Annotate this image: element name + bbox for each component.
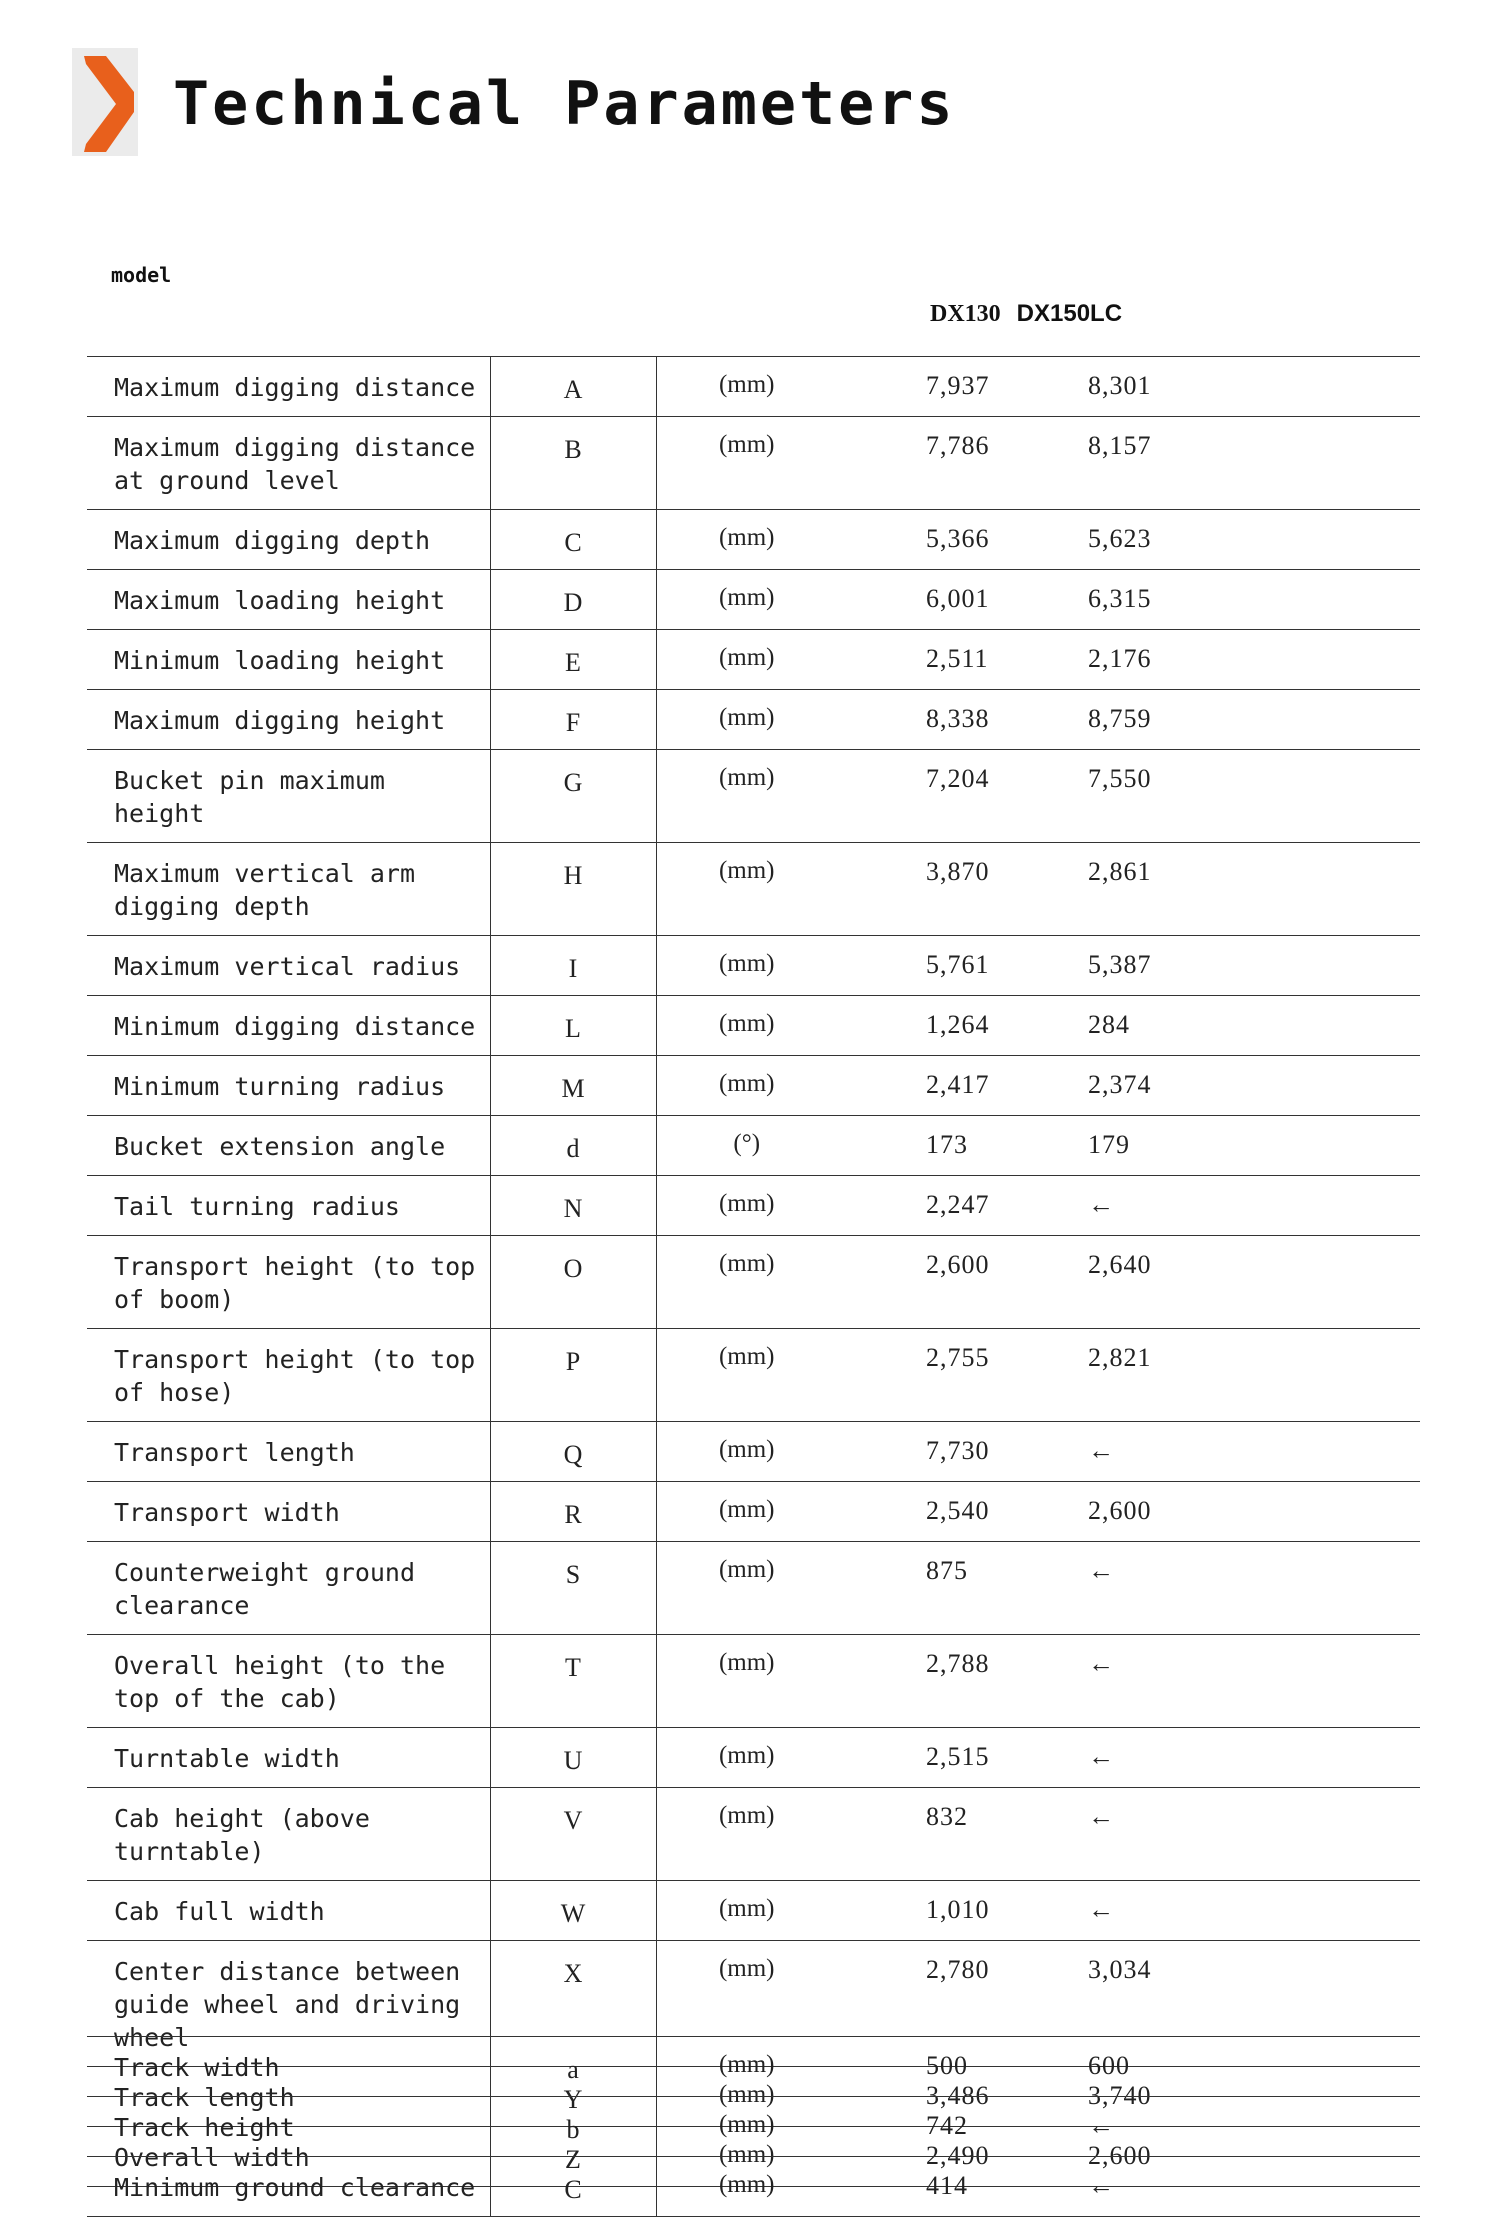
param-code: U xyxy=(490,1728,656,1788)
param-name: Track length xyxy=(87,2067,490,2127)
table-row xyxy=(87,996,1420,1056)
track-parameters-table xyxy=(87,2036,1420,2217)
value-dx130: 2,788 xyxy=(837,1635,1088,1728)
value-dx150lc: 7,550 xyxy=(1088,750,1420,843)
param-name: Track height xyxy=(87,2097,490,2157)
value-dx130: 414 xyxy=(837,2157,1088,2217)
table-row xyxy=(87,1116,1420,1176)
model-label: model xyxy=(111,263,172,287)
value-dx150lc: ← xyxy=(1088,2157,1420,2217)
value-dx150lc: 5,387 xyxy=(1088,936,1420,996)
param-code: S xyxy=(490,1542,656,1635)
param-name: Center distance between guide wheel and driving wheel xyxy=(87,1941,490,2067)
value-dx150lc: ← xyxy=(1088,1635,1420,1728)
value-dx150lc: ← xyxy=(1088,2097,1420,2157)
param-name: Maximum vertical radius xyxy=(87,936,490,996)
value-dx150lc: 2,374 xyxy=(1088,1056,1420,1116)
table-row xyxy=(87,1482,1420,1542)
value-dx130: 2,511 xyxy=(837,630,1088,690)
value-dx130: 742 xyxy=(837,2097,1088,2157)
param-unit: (mm) xyxy=(656,417,837,510)
table-row xyxy=(87,570,1420,630)
param-unit: (mm) xyxy=(656,1941,837,2067)
param-code: Z xyxy=(490,2127,656,2187)
param-name: Cab height (above turntable) xyxy=(87,1788,490,1881)
value-dx150lc: ← xyxy=(1088,1542,1420,1635)
value-dx130: 2,247 xyxy=(837,1176,1088,1236)
parameters-table xyxy=(87,356,1420,2187)
param-code: F xyxy=(490,690,656,750)
param-unit: (mm) xyxy=(656,2037,837,2097)
param-code: C xyxy=(490,2157,656,2217)
table-row xyxy=(87,936,1420,996)
value-dx150lc: ← xyxy=(1088,1422,1420,1482)
value-dx130: 7,730 xyxy=(837,1422,1088,1482)
value-dx150lc: 179 xyxy=(1088,1116,1420,1176)
value-dx130: 2,515 xyxy=(837,1728,1088,1788)
value-dx130: 7,786 xyxy=(837,417,1088,510)
param-name: Maximum vertical arm digging depth xyxy=(87,843,490,936)
value-dx130: 2,490 xyxy=(837,2127,1088,2187)
table-row xyxy=(87,1788,1420,1881)
model-name-2: DX150LC xyxy=(1016,300,1123,327)
param-unit: (mm) xyxy=(656,357,837,417)
value-dx130: 3,486 xyxy=(837,2067,1088,2127)
value-dx150lc: 2,821 xyxy=(1088,1329,1420,1422)
param-name: Transport width xyxy=(87,1482,490,1542)
param-code: E xyxy=(490,630,656,690)
param-unit: (mm) xyxy=(656,1635,837,1728)
value-dx130: 2,540 xyxy=(837,1482,1088,1542)
value-dx130: 2,755 xyxy=(837,1329,1088,1422)
table-row xyxy=(87,357,1420,417)
param-unit: (mm) xyxy=(656,1728,837,1788)
param-name: Counterweight ground clearance xyxy=(87,1542,490,1635)
value-dx150lc: ← xyxy=(1088,1176,1420,1236)
param-code: X xyxy=(490,1941,656,2067)
param-unit: (mm) xyxy=(656,996,837,1056)
value-dx130: 3,870 xyxy=(837,843,1088,936)
value-dx150lc: 8,759 xyxy=(1088,690,1420,750)
value-dx150lc: 3,034 xyxy=(1088,1941,1420,2067)
table-row xyxy=(87,843,1420,936)
param-name: Minimum ground clearance xyxy=(87,2157,490,2217)
value-dx130: 7,937 xyxy=(837,357,1088,417)
param-code: R xyxy=(490,1482,656,1542)
param-name: Turntable width xyxy=(87,1728,490,1788)
param-name: Minimum digging distance xyxy=(87,996,490,1056)
param-code: A xyxy=(490,357,656,417)
param-code: N xyxy=(490,1176,656,1236)
param-name: Overall height (to the top of the cab) xyxy=(87,1635,490,1728)
value-dx150lc: 8,301 xyxy=(1088,357,1420,417)
table-row xyxy=(87,510,1420,570)
param-name: Maximum loading height xyxy=(87,570,490,630)
value-dx130: 2,780 xyxy=(837,1941,1088,2067)
table-row xyxy=(87,750,1420,843)
param-code: H xyxy=(490,843,656,936)
value-dx130: 6,001 xyxy=(837,570,1088,630)
model-names xyxy=(930,300,1122,328)
brand-logo xyxy=(72,48,138,156)
param-code: Y xyxy=(490,2067,656,2127)
param-name: Minimum loading height xyxy=(87,630,490,690)
param-code: G xyxy=(490,750,656,843)
param-code: a xyxy=(490,2037,656,2097)
table-row xyxy=(87,1728,1420,1788)
param-name: Maximum digging height xyxy=(87,690,490,750)
param-code: d xyxy=(490,1116,656,1176)
value-dx130: 500 xyxy=(837,2037,1088,2097)
value-dx130: 5,366 xyxy=(837,510,1088,570)
value-dx130: 8,338 xyxy=(837,690,1088,750)
param-name: Bucket extension angle xyxy=(87,1116,490,1176)
param-code: I xyxy=(490,936,656,996)
param-name: Maximum digging distance xyxy=(87,357,490,417)
value-dx130: 173 xyxy=(837,1116,1088,1176)
param-unit: (mm) xyxy=(656,1542,837,1635)
param-name: Maximum digging distance at ground level xyxy=(87,417,490,510)
param-code: D xyxy=(490,570,656,630)
value-dx150lc: 600 xyxy=(1088,2037,1420,2097)
page-title: Technical Parameters xyxy=(173,69,956,139)
param-code: V xyxy=(490,1788,656,1881)
value-dx150lc: 2,640 xyxy=(1088,1236,1420,1329)
value-dx150lc: 284 xyxy=(1088,996,1420,1056)
value-dx150lc: 6,315 xyxy=(1088,570,1420,630)
value-dx150lc: 5,623 xyxy=(1088,510,1420,570)
table-row xyxy=(87,1422,1420,1482)
param-name: Minimum turning radius xyxy=(87,1056,490,1116)
param-name: Transport height (to top of boom) xyxy=(87,1236,490,1329)
param-name: Transport length xyxy=(87,1422,490,1482)
value-dx130: 875 xyxy=(837,1542,1088,1635)
table-row xyxy=(87,2157,1420,2217)
param-unit: (mm) xyxy=(656,1788,837,1881)
table-row xyxy=(87,2097,1420,2157)
chevron-logo-icon xyxy=(72,48,138,156)
value-dx150lc: 8,157 xyxy=(1088,417,1420,510)
table-row xyxy=(87,2037,1420,2097)
value-dx130: 1,264 xyxy=(837,996,1088,1056)
value-dx150lc: ← xyxy=(1088,1728,1420,1788)
value-dx130: 7,204 xyxy=(837,750,1088,843)
param-code: C xyxy=(490,510,656,570)
param-name: Cab full width xyxy=(87,1881,490,1941)
value-dx130: 2,600 xyxy=(837,1236,1088,1329)
value-dx130: 1,010 xyxy=(837,1881,1088,1941)
table-row xyxy=(87,417,1420,510)
param-name: Transport height (to top of hose) xyxy=(87,1329,490,1422)
value-dx130: 832 xyxy=(837,1788,1088,1881)
value-dx150lc: 2,600 xyxy=(1088,1482,1420,1542)
param-name: Tail turning radius xyxy=(87,1176,490,1236)
param-code: O xyxy=(490,1236,656,1329)
value-dx150lc: 3,740 xyxy=(1088,2067,1420,2127)
param-code: T xyxy=(490,1635,656,1728)
param-unit: (mm) xyxy=(656,1881,837,1941)
param-unit: (mm) xyxy=(656,1329,837,1422)
table-row xyxy=(87,1542,1420,1635)
param-unit: (mm) xyxy=(656,750,837,843)
param-code: L xyxy=(490,996,656,1056)
table-row xyxy=(87,690,1420,750)
value-dx150lc: 2,861 xyxy=(1088,843,1420,936)
param-unit: (mm) xyxy=(656,1236,837,1329)
param-unit: (mm) xyxy=(656,1422,837,1482)
table-row xyxy=(87,1881,1420,1941)
param-code: b xyxy=(490,2097,656,2157)
param-unit: (mm) xyxy=(656,936,837,996)
param-unit: (mm) xyxy=(656,2157,837,2217)
param-unit: (mm) xyxy=(656,2097,837,2157)
value-dx130: 5,761 xyxy=(837,936,1088,996)
model-name-1: DX130 xyxy=(930,301,1001,327)
param-name: Maximum digging depth xyxy=(87,510,490,570)
value-dx130: 2,417 xyxy=(837,1056,1088,1116)
table-row xyxy=(87,1236,1420,1329)
param-unit: (mm) xyxy=(656,690,837,750)
param-name: Bucket pin maximum height xyxy=(87,750,490,843)
table-row xyxy=(87,1635,1420,1728)
param-unit: (mm) xyxy=(656,510,837,570)
table-row xyxy=(87,1176,1420,1236)
param-unit: (°) xyxy=(656,1116,837,1176)
param-unit: (mm) xyxy=(656,1056,837,1116)
table-row xyxy=(87,1329,1420,1422)
param-unit: (mm) xyxy=(656,1482,837,1542)
param-name: Track width xyxy=(87,2037,490,2097)
param-unit: (mm) xyxy=(656,1176,837,1236)
table-row xyxy=(87,1056,1420,1116)
param-unit: (mm) xyxy=(656,2067,837,2127)
param-code: M xyxy=(490,1056,656,1116)
value-dx150lc: ← xyxy=(1088,1788,1420,1881)
param-unit: (mm) xyxy=(656,570,837,630)
param-unit: (mm) xyxy=(656,843,837,936)
param-code: P xyxy=(490,1329,656,1422)
param-code: Q xyxy=(490,1422,656,1482)
param-code: W xyxy=(490,1881,656,1941)
value-dx150lc: 2,600 xyxy=(1088,2127,1420,2187)
param-name: Overall width xyxy=(87,2127,490,2187)
param-unit: (mm) xyxy=(656,2127,837,2187)
table-row xyxy=(87,630,1420,690)
param-unit: (mm) xyxy=(656,630,837,690)
param-code: B xyxy=(490,417,656,510)
value-dx150lc: ← xyxy=(1088,1881,1420,1941)
value-dx150lc: 2,176 xyxy=(1088,630,1420,690)
